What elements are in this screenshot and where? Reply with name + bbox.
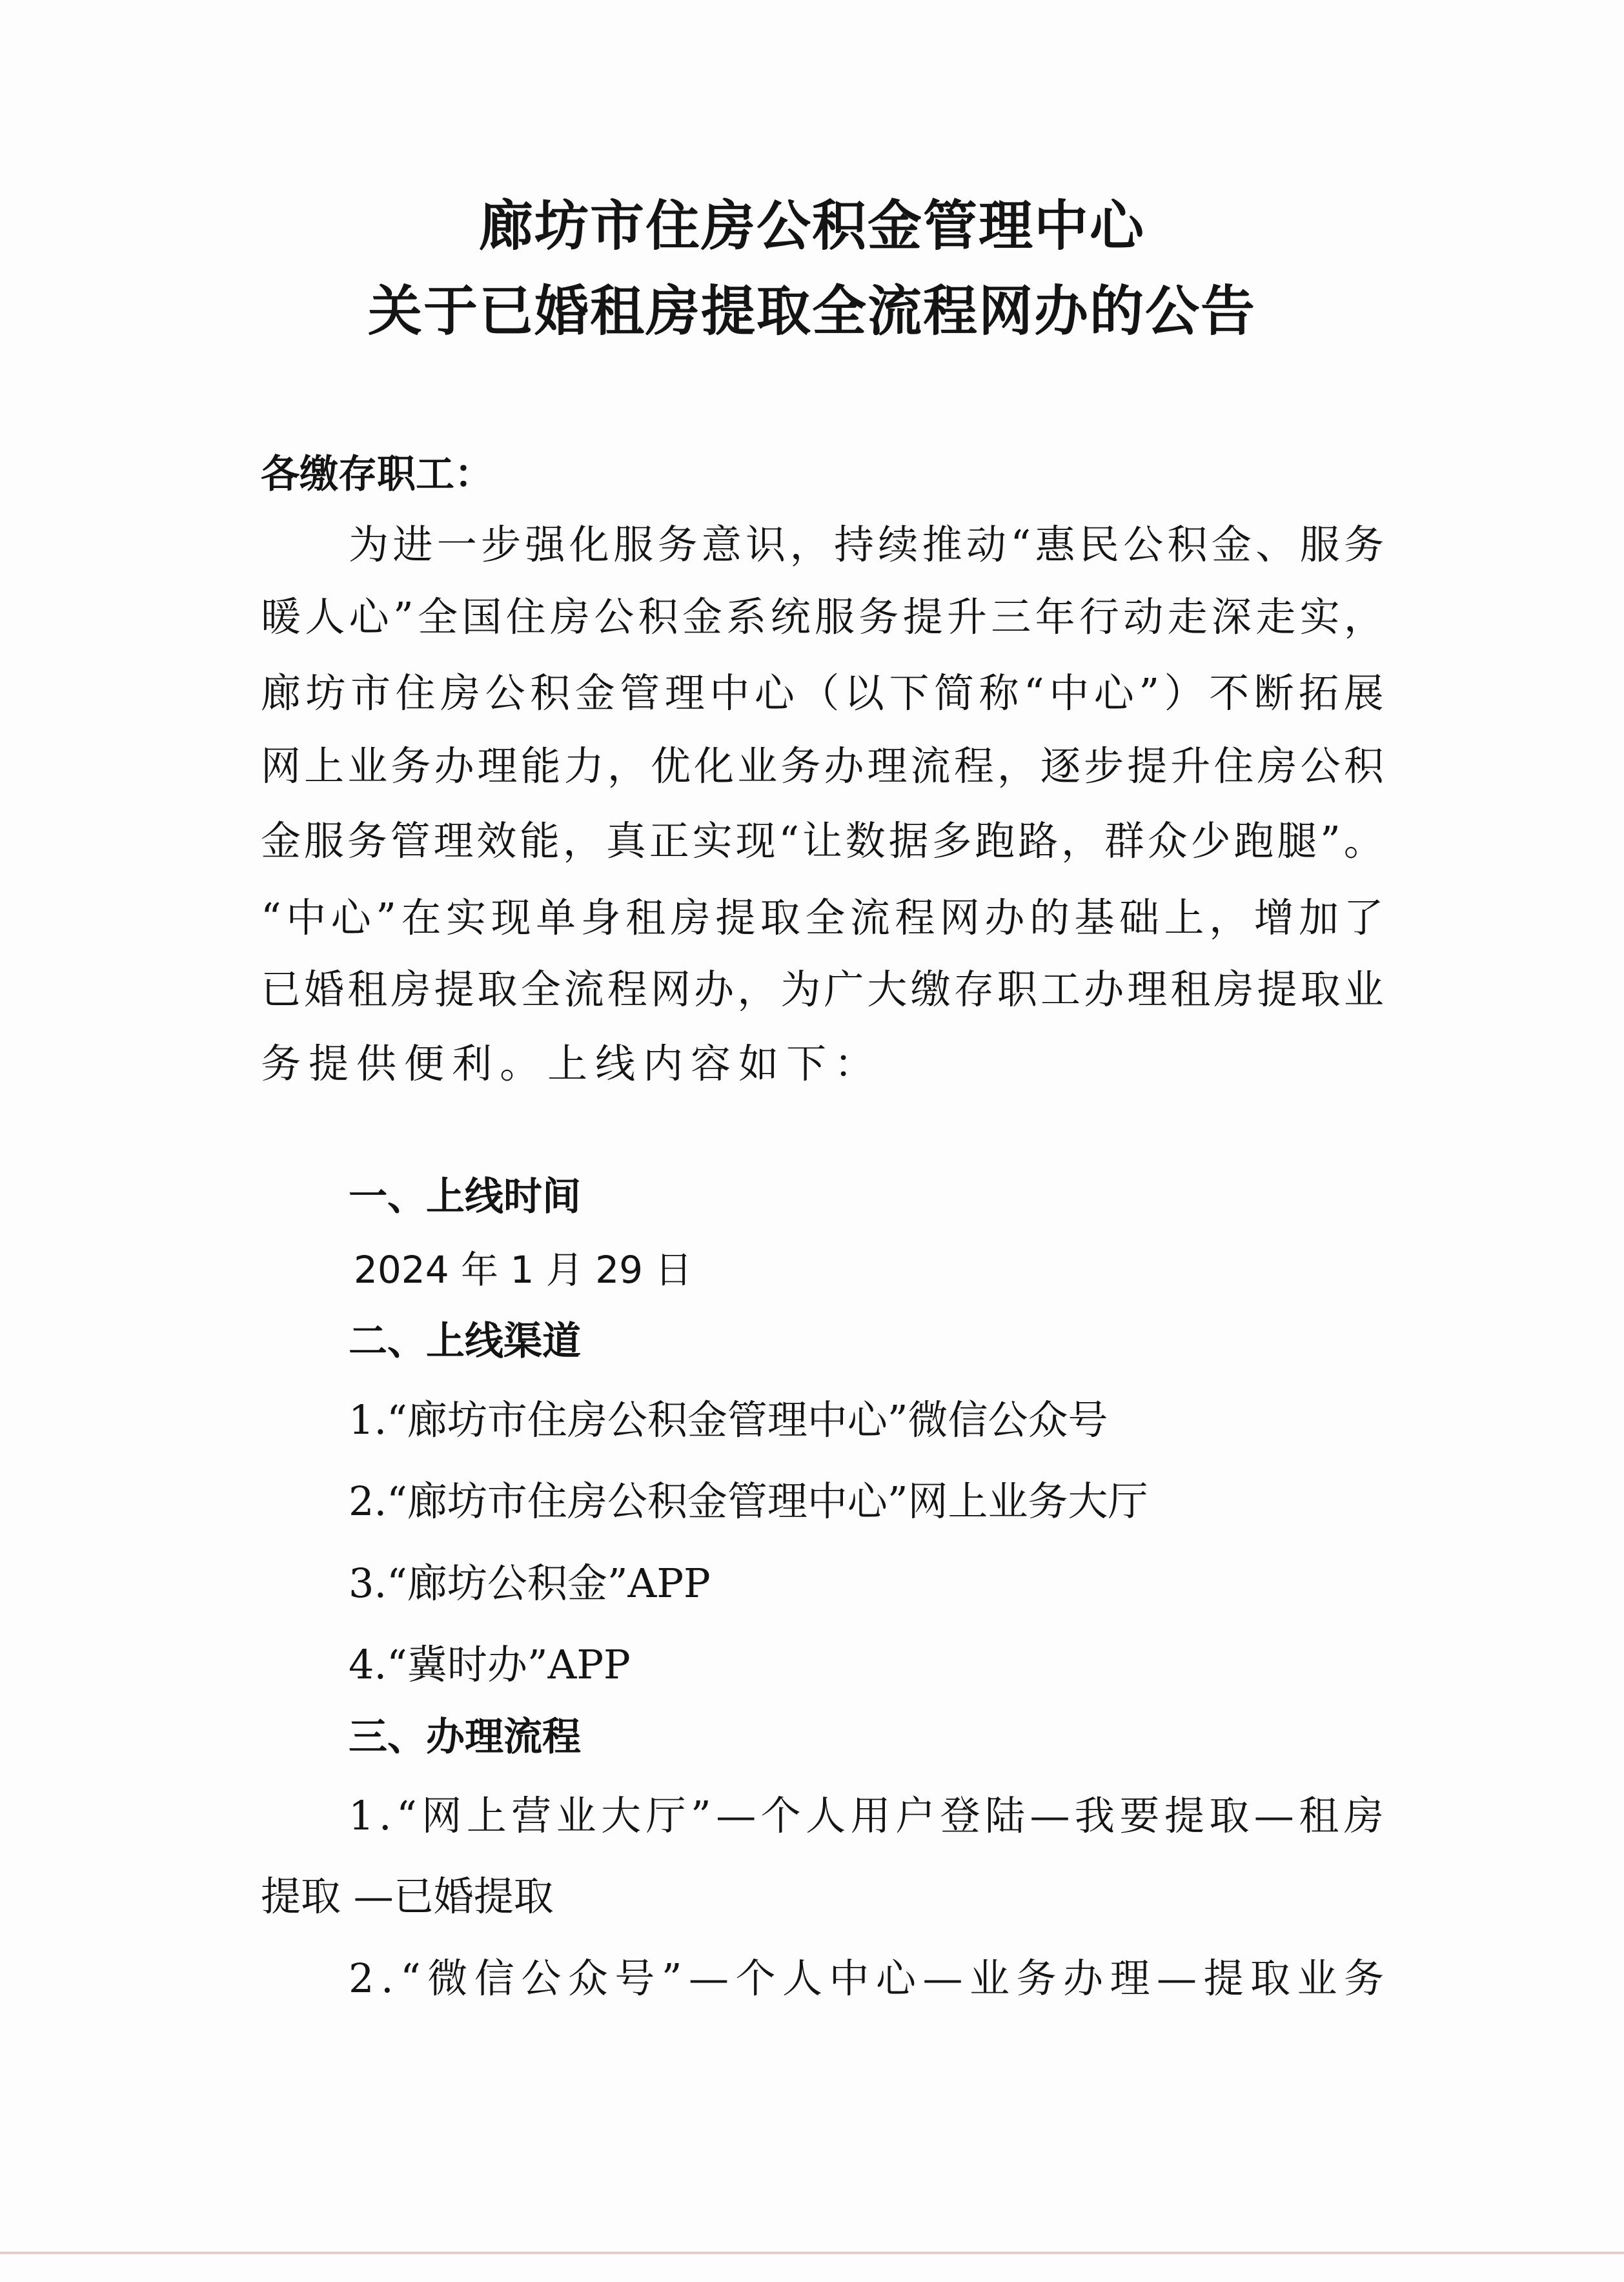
intro-line: 务 提 供 便 利 。 上 线 内 容 如 下 ： xyxy=(261,1040,875,1087)
section-heading-process: 三、办理流程 xyxy=(349,1715,581,1760)
page-bottom-rule xyxy=(0,2252,1624,2254)
launch-date: 2024 年 1 月 29 日 xyxy=(354,1248,693,1292)
intro-line: “ 中 心 ” 在 实 现 单 身 租 房 提 取 全 流 程 网 办 的 基 础 上 ， 增 加 了 xyxy=(261,894,1384,941)
intro-line: 廊 坊 市 住 房 公 积 金 管 理 中 心 （ 以 下 简 称 “ 中 心 ” ） 不 断 拓 展 xyxy=(261,669,1384,717)
section-heading-launch-time: 一、上线时间 xyxy=(349,1174,581,1219)
process-step-1-line: 1 . “ 网 上 营 业 大 厅 ” — 个 人 用 户 登 陆 — 我 要 提 取 — 租 房 xyxy=(349,1792,1384,1839)
channel-item: 3.“廊坊公积金”APP xyxy=(349,1560,711,1607)
intro-line: 暖 人 心 ” 全 国 住 房 公 积 金 系 统 服 务 提 升 三 年 行 动 走 深 走 实 ， xyxy=(261,593,1384,640)
process-step-2-line: 2 . “ 微 信 公 众 号 ” — 个 人 中 心 — 业 务 办 理 — 提 取 业 务 xyxy=(349,1955,1384,2002)
document-title-line-2: 关于已婚租房提取全流程网办的公告 xyxy=(367,280,1256,343)
document-title-line-1: 廊坊市住房公积金管理中心 xyxy=(478,194,1145,258)
section-heading-channels: 二、上线渠道 xyxy=(349,1319,581,1364)
intro-line: 金 服 务 管 理 效 能 ， 真 正 实 现 “ 让 数 据 多 跑 路 ， 群 众 少 跑 腿 ” 。 xyxy=(261,817,1384,864)
channel-item: 1.“廊坊市住房公积金管理中心”微信公众号 xyxy=(349,1396,1108,1443)
intro-line: 网 上 业 务 办 理 能 力 ， 优 化 业 务 办 理 流 程 ， 逐 步 提 升 住 房 公 积 xyxy=(261,742,1384,790)
intro-line: 已 婚 租 房 提 取 全 流 程 网 办 ， 为 广 大 缴 存 职 工 办 理 租 房 提 取 业 xyxy=(261,966,1384,1013)
salutation: 各缴存职工： xyxy=(261,452,493,497)
intro-line: 为 进 一 步 强 化 服 务 意 识 ， 持 续 推 动 “ 惠 民 公 积 金 、 服 务 xyxy=(349,521,1384,568)
process-step-1-line: 提取 —已婚提取 xyxy=(261,1873,554,1920)
channel-item: 2.“廊坊市住房公积金管理中心”网上业务大厅 xyxy=(349,1478,1148,1525)
channel-item: 4.“冀时办”APP xyxy=(349,1641,631,1688)
